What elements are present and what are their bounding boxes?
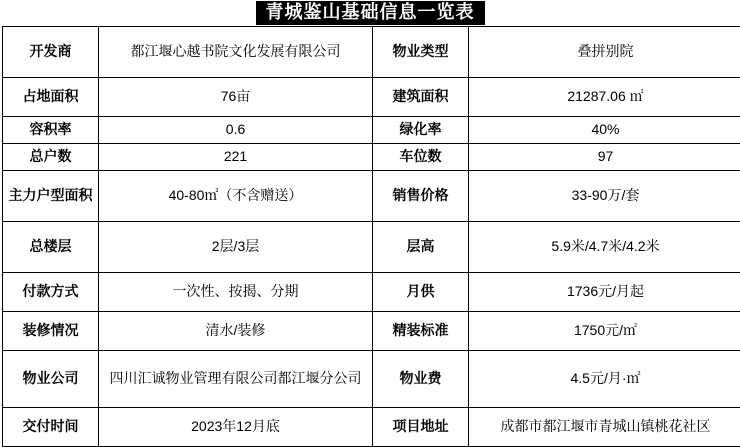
row-label: 项目地址 [373,408,469,447]
row-label: 精装标准 [373,312,469,351]
table-row [3,222,740,273]
row-label: 容积率 [3,117,99,144]
row-value: 都江堰心越书院文化发展有限公司 [99,27,373,78]
row-value: 76亩 [99,78,373,117]
row-value: 2023年12月底 [99,408,373,447]
row-value: 叠拼别院 [469,27,740,78]
row-label: 主力户型面积 [3,171,99,222]
row-label: 月供 [373,273,469,312]
table-row [3,408,740,447]
row-label: 物业类型 [373,27,469,78]
row-label: 物业公司 [3,351,99,408]
row-label: 付款方式 [3,273,99,312]
row-label: 车位数 [373,144,469,171]
table-row [3,273,740,312]
row-value: 21287.06 ㎡ [469,78,740,117]
table-row [3,27,740,78]
row-label: 层高 [373,222,469,273]
row-value: 4.5元/月·㎡ [469,351,740,408]
row-value: 0.6 [99,117,373,144]
table-row [3,171,740,222]
row-value: 40-80㎡（不含赠送） [99,171,373,222]
table-row [3,144,740,171]
row-value: 97 [469,144,740,171]
row-value: 一次性、按揭、分期 [99,273,373,312]
row-label: 建筑面积 [373,78,469,117]
row-value: 1736元/月起 [469,273,740,312]
row-label: 占地面积 [3,78,99,117]
table-row [3,312,740,351]
row-label: 交付时间 [3,408,99,447]
table-row [3,117,740,144]
row-label: 销售价格 [373,171,469,222]
row-label: 总户数 [3,144,99,171]
row-label: 装修情况 [3,312,99,351]
row-label: 总楼层 [3,222,99,273]
table-row [3,351,740,408]
row-value: 四川汇诚物业管理有限公司都江堰分公司 [99,351,373,408]
document-title-bar [0,0,740,26]
row-label: 绿化率 [373,117,469,144]
table-body [3,27,740,447]
row-value: 成都市都江堰市青城山镇桃花社区 [469,408,740,447]
row-value: 清水/装修 [99,312,373,351]
row-value: 2层/3层 [99,222,373,273]
row-value: 40% [469,117,740,144]
page-title: 青城鉴山基础信息一览表 [256,1,485,26]
row-label: 物业费 [373,351,469,408]
row-value: 33-90万/套 [469,171,740,222]
row-value: 5.9米/4.7米/4.2米 [469,222,740,273]
row-label: 开发商 [3,27,99,78]
project-info-table [2,26,740,447]
row-value: 221 [99,144,373,171]
table-row [3,78,740,117]
row-value: 1750元/㎡ [469,312,740,351]
